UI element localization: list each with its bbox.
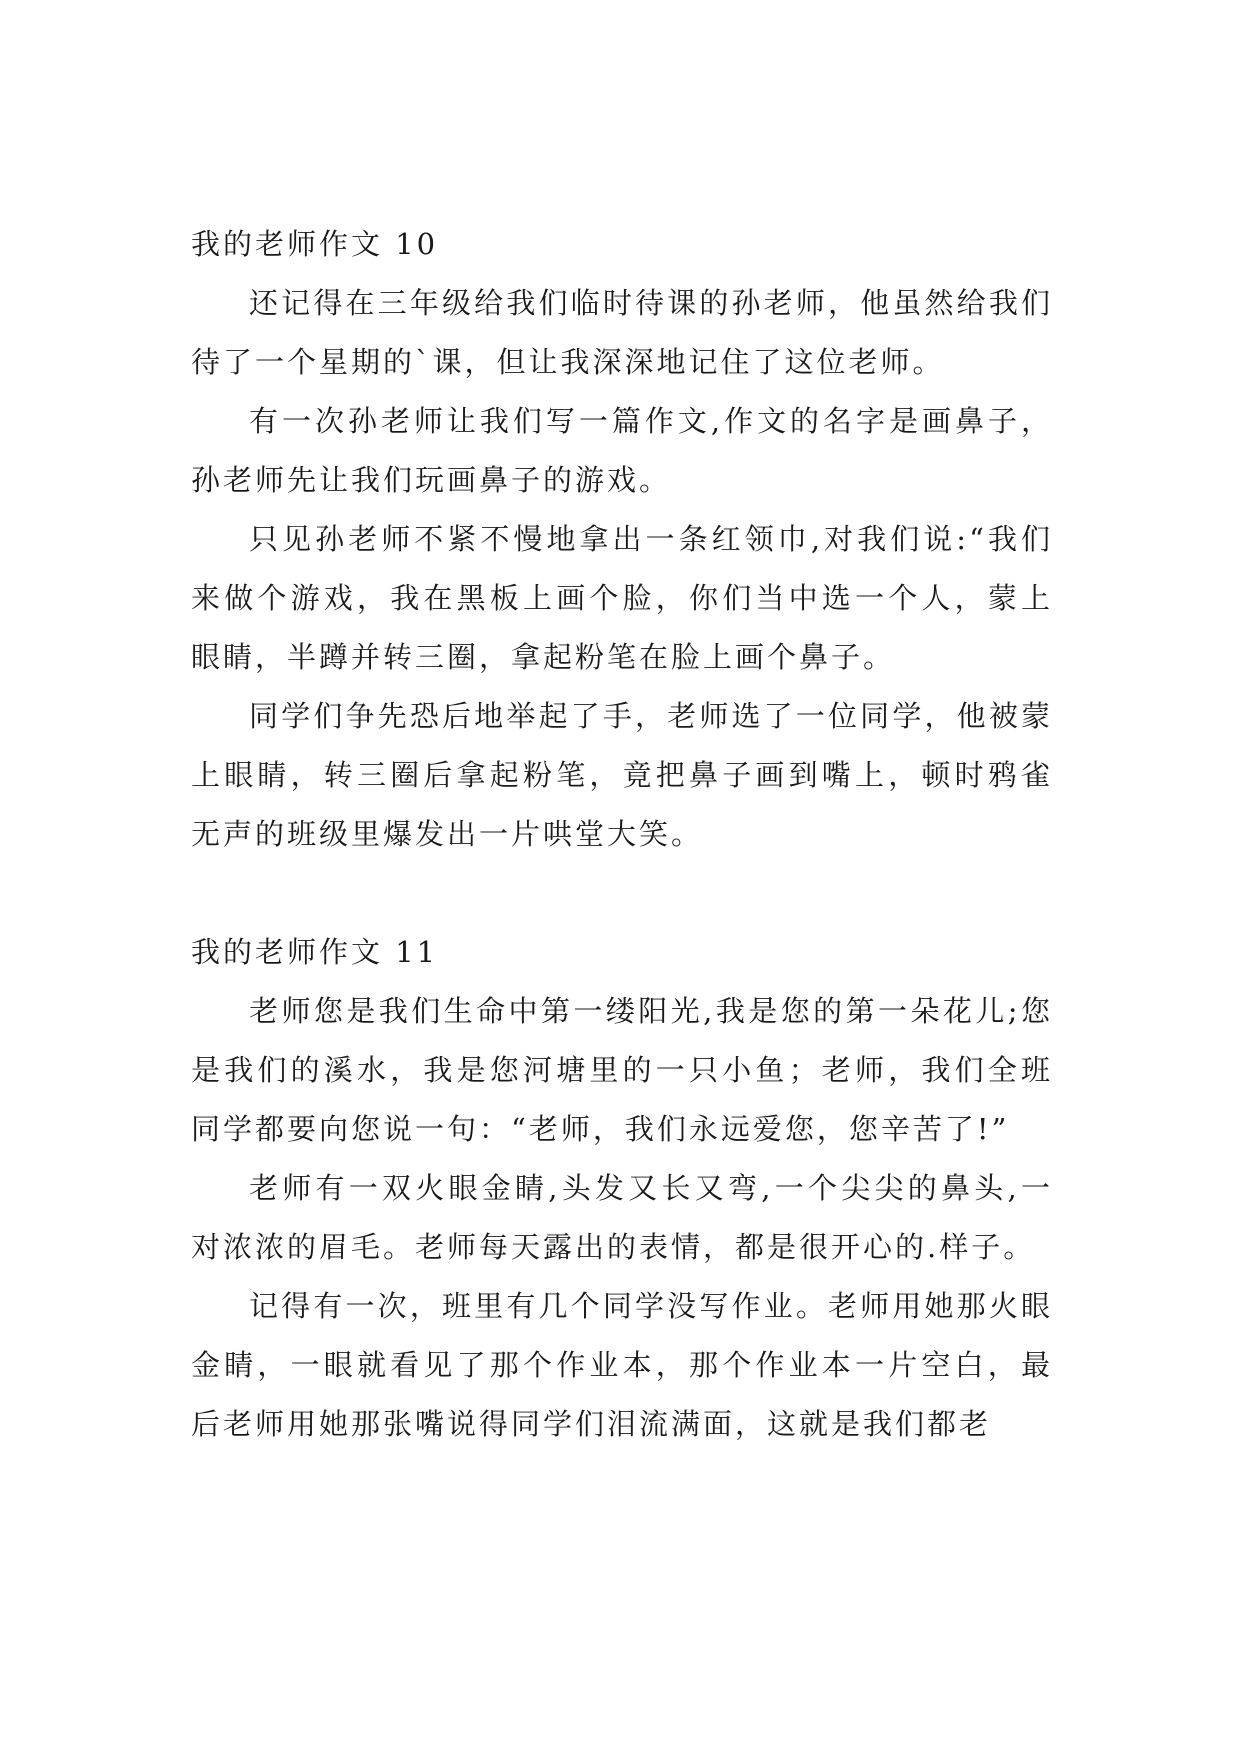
paragraph: 还记得在三年级给我们临时待课的孙老师，他虽然给我们待了一个星期的`课，但让我深深地记住了这位老师。 bbox=[191, 286, 1053, 379]
section-title: 我的老师作文 10 bbox=[191, 227, 439, 261]
essay-section-11 bbox=[191, 923, 1053, 1454]
paragraph: 老师有一双火眼金睛,头发又长又弯,一个尖尖的鼻头,一对浓浓的眉毛。老师每天露出的表情，都是很开心的.样子。 bbox=[191, 1171, 1053, 1264]
paragraph: 同学们争先恐后地举起了手，老师选了一位同学，他被蒙上眼睛，转三圈后拿起粉笔，竟把鼻子画到嘴上，顿时鸦雀无声的班级里爆发出一片哄堂大笑。 bbox=[191, 699, 1053, 851]
section-spacer bbox=[191, 864, 1053, 923]
document-body bbox=[191, 215, 1053, 1454]
essay-section-10 bbox=[191, 215, 1053, 864]
paragraph: 有一次孙老师让我们写一篇作文,作文的名字是画鼻子，孙老师先让我们玩画鼻子的游戏。 bbox=[191, 404, 1053, 497]
section-title: 我的老师作文 11 bbox=[191, 935, 439, 969]
paragraph: 记得有一次，班里有几个同学没写作业。老师用她那火眼金睛，一眼就看见了那个作业本，那个作业本一片空白，最后老师用她那张嘴说得同学们泪流满面，这就是我们都老 bbox=[191, 1289, 1053, 1441]
paragraph: 老师您是我们生命中第一缕阳光,我是您的第一朵花儿;您是我们的溪水，我是您河塘里的一只小鱼；老师，我们全班同学都要向您说一句：“老师，我们永远爱您，您辛苦了!” bbox=[191, 994, 1053, 1146]
paragraph: 只见孙老师不紧不慢地拿出一条红领巾,对我们说:“我们来做个游戏，我在黑板上画个脸，你们当中选一个人，蒙上眼睛，半蹲并转三圈，拿起粉笔在脸上画个鼻子。 bbox=[191, 522, 1053, 674]
